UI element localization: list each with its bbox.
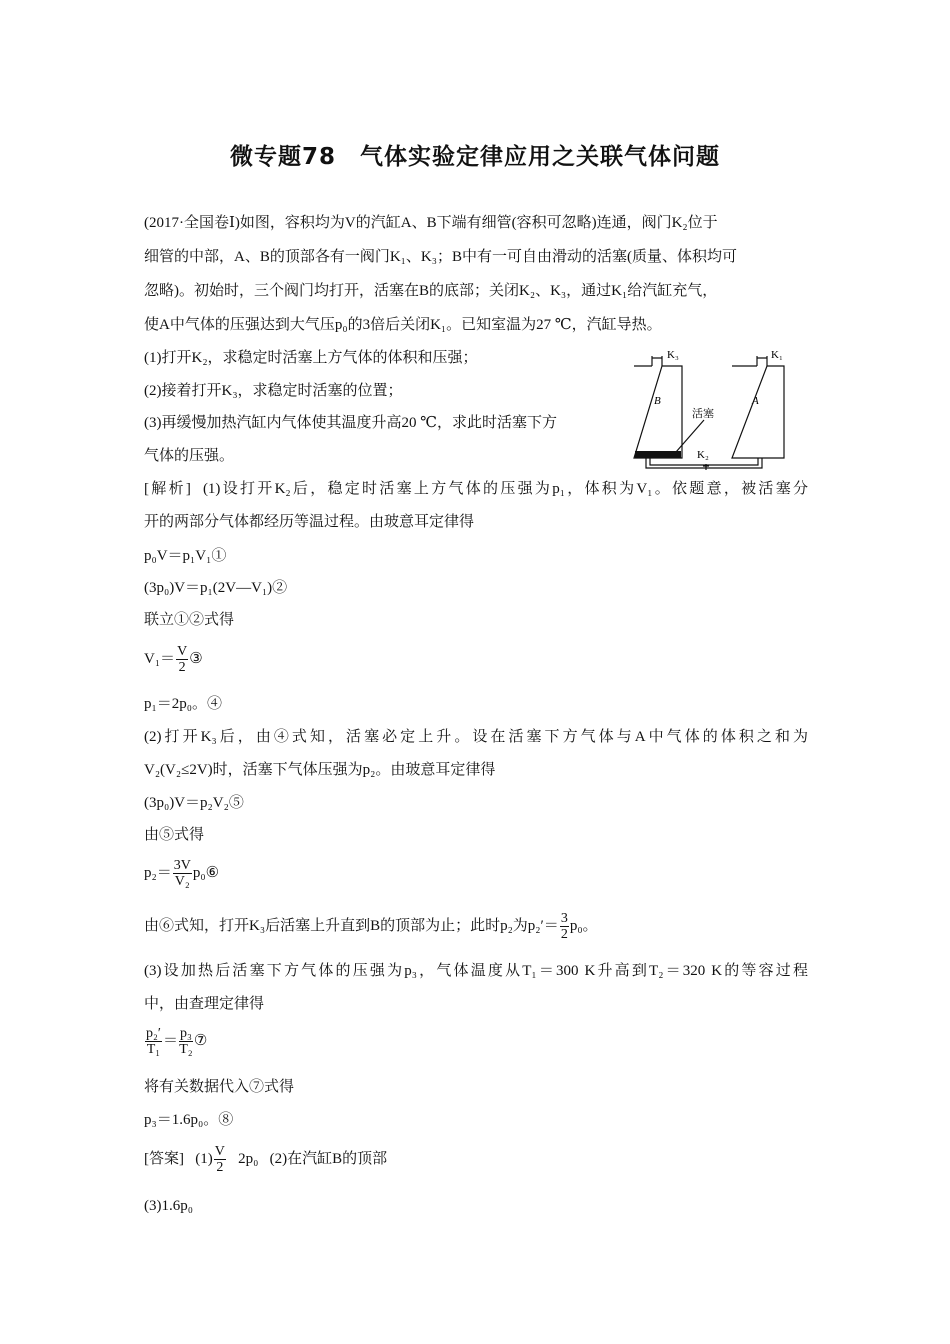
question-1: (1)打开K₂，求稳定时活塞上方气体的体积和压强；: [144, 350, 478, 366]
answer-line: [答案] (1) $\frac{V}{2}$ 2p₀ (2)在汽缸B的顶部: [144, 1144, 388, 1176]
equation-1: p₀V＝p₁V₁①: [144, 548, 227, 564]
page-title: 微专题78 气体实验定律应用之关联气体问题: [229, 144, 720, 170]
substitute-text: 将有关数据代入⑦式得: [144, 1079, 295, 1095]
fraction: $\frac{\text{p₂′}}{\text{T₁}}$: [146, 1026, 161, 1058]
from-5-text: 由⑤式得: [144, 827, 205, 843]
equation-3: V₁＝ $\frac{V}{2}$ ③: [144, 644, 203, 676]
fraction: $\frac{\text{p₃}}{\text{T₂}}$: [179, 1026, 193, 1058]
solution-2c: 由⑥式知，打开K₃后活塞上升直到B的顶部为止；此时p₂为p₂′＝ $\frac{3}{2}$ p₀。: [144, 911, 598, 943]
problem-line-1: (2017·全国卷Ⅰ)如图，容积均为V的汽缸A、B下端有细管(容积可忽略)连通，阀门K₂位于: [144, 215, 718, 231]
answer-3: (3)1.6p₀: [144, 1198, 193, 1214]
question-3a: (3)再缓慢加热汽缸内气体使其温度升高20 ℃，求此时活塞下方: [144, 415, 558, 431]
label-k1: K₁: [771, 349, 783, 361]
solution-1b: 开的两部分气体都经历等温过程。由玻意耳定律得: [144, 514, 475, 530]
equation-2: (3p₀)V＝p₁(2V—V₁)②: [144, 580, 288, 596]
answer-tag: [答案]: [144, 1151, 184, 1167]
fraction: $\frac{V}{2}$: [177, 644, 188, 676]
label-a: A: [752, 395, 759, 407]
question-2: (2)接着打开K₃，求稳定时活塞的位置；: [144, 383, 403, 399]
label-k2: K₂: [697, 449, 709, 461]
fraction: $\frac{V}{2}$: [214, 1144, 225, 1176]
combine-text: 联立①②式得: [144, 612, 235, 628]
equation-4: p₁＝2p₀。④: [144, 696, 222, 712]
solution-2a: (2)打开K₃后，由④式知，活塞必定上升。设在活塞下方气体与A中气体的体积之和为: [144, 729, 808, 745]
equation-7: $\frac{\text{p₂′}}{\text{T₁}}$ ＝ $\frac{\text{p₃}}{\text{T₂}}$ ⑦: [146, 1026, 208, 1058]
solution-3a: (3)设加热后活塞下方气体的压强为p₃，气体温度从T₁＝300 K升高到T₂＝320 K的等容过程: [144, 963, 808, 979]
equation-8: p₃＝1.6p₀。⑧: [144, 1112, 234, 1128]
label-piston: 活塞: [692, 407, 714, 420]
fraction: $\frac{3V}{\text{V₂}}$: [173, 858, 191, 890]
question-3b: 气体的压强。: [144, 448, 235, 464]
label-b: B: [654, 395, 661, 407]
fraction: $\frac{3}{2}$: [560, 911, 568, 943]
equation-6: p₂＝ $\frac{3V}{\text{V₂}}$ p₀⑥: [144, 858, 220, 890]
solution-2b: V₂(V₂≤2V)时，活塞下气体压强为p₂。由玻意耳定律得: [144, 762, 496, 778]
solution-3b: 中，由查理定律得: [144, 996, 265, 1012]
problem-line-2: 细管的中部，A、B的顶部各有一阀门K₁、K₃；B中有一可自由滑动的活塞(质量、体积均可: [144, 249, 737, 265]
solution-tag: [解析]: [144, 481, 191, 497]
equation-5: (3p₀)V＝p₂V₂⑤: [144, 795, 244, 811]
piston: [635, 451, 681, 458]
problem-line-3: 忽略)。初始时，三个阀门均打开，活塞在B的底部；关闭K₂、K₃，通过K₁给汽缸充气，: [144, 283, 718, 299]
solution-1a: [解析] (1)设打开K₂后，稳定时活塞上方气体的压强为p₁，体积为V₁。依题意，被活塞分: [144, 481, 808, 497]
problem-line-4: 使A中气体的压强达到大气压p₀的3倍后关闭K₁。已知室温为27 ℃，汽缸导热。: [144, 317, 662, 333]
cylinder-diagram: [626, 345, 816, 473]
label-k3: K₃: [667, 349, 679, 361]
